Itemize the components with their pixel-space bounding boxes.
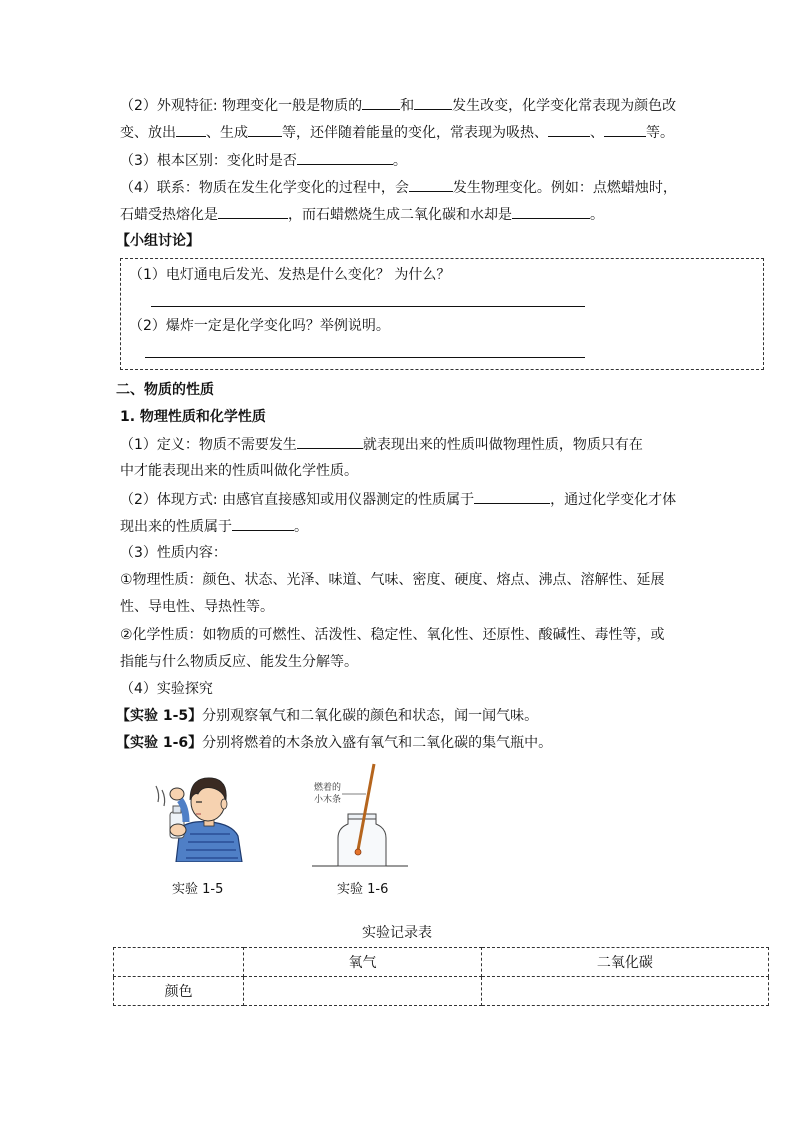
definition-line-2: 中才能表现出来的性质叫做化学性质。: [120, 463, 358, 479]
appearance-line-1: （2）外观特征: 物理变化一般是物质的 和 发生改变，化学变化常表现为颜色改: [120, 95, 676, 116]
physical-property-line-2: 性、导电性、导热性等。: [120, 599, 274, 615]
discussion-heading: 【小组讨论】: [116, 233, 200, 249]
blank-2[interactable]: [414, 95, 452, 110]
figure-caption-1-6: 实验 1-6: [337, 882, 389, 897]
form-line-2: 现出来的性质属于 。: [120, 516, 308, 537]
chemical-property-line-1: ②化学性质：如物质的可燃性、活泼性、稳定性、氧化性、还原性、酸碱性、毒性等，或: [120, 627, 665, 643]
header-oxygen: 氧气: [244, 948, 482, 977]
blank-3[interactable]: [176, 122, 206, 137]
boy-smelling-illustration: [150, 768, 246, 862]
cell-co2-color[interactable]: [481, 977, 768, 1006]
form-line-1: （2）体现方式: 由感官直接感知或用仪器测定的性质属于 ，通过化学变化才体: [120, 489, 676, 510]
figure-caption-1-5: 实验 1-5: [172, 882, 224, 897]
answer-line-2[interactable]: [145, 357, 585, 358]
table-row: [114, 977, 769, 1006]
fundamental-difference-line: （3）根本区别：变化时是否 。: [120, 150, 407, 171]
table-header-row: [114, 948, 769, 977]
blank-13[interactable]: [232, 516, 294, 531]
label-burning-line-1: 燃着的: [314, 783, 342, 793]
blank-1[interactable]: [362, 95, 400, 110]
blank-7[interactable]: [297, 150, 393, 165]
experiment-1-6: 【实验 1-6】分别将燃着的木条放入盛有氧气和二氧化碳的集气瓶中。: [116, 735, 553, 751]
blank-11[interactable]: [297, 434, 363, 449]
header-empty: [114, 948, 244, 977]
blank-5[interactable]: [548, 122, 590, 137]
connection-line-2: 石蜡受热熔化是 ，而石蜡燃烧生成二氧化碳和水却是 。: [120, 204, 604, 225]
record-table-title: 实验记录表: [362, 925, 432, 941]
header-carbon-dioxide: 二氧化碳: [481, 948, 768, 977]
section-heading-properties: 二、物质的性质: [116, 382, 214, 398]
cell-oxygen-color[interactable]: [244, 977, 482, 1006]
blank-12[interactable]: [474, 489, 550, 504]
content-heading: （3）性质内容：: [120, 545, 227, 561]
experiment-1-5: 【实验 1-5】分别观察氧气和二氧化碳的颜色和状态，闻一闻气味。: [116, 708, 539, 724]
burning-stick-jar-illustration: [308, 760, 412, 870]
blank-10[interactable]: [512, 204, 590, 219]
connection-line-1: （4）联系：物质在发生化学变化的过程中，会 发生物理变化。例如：点燃蜡烛时，: [120, 177, 677, 198]
blank-4[interactable]: [248, 122, 282, 137]
row-label-color: 颜色: [114, 977, 244, 1006]
blank-6[interactable]: [604, 122, 646, 137]
label-burning-line-2: 小木条: [314, 795, 342, 805]
appearance-line-2: 变、放出 、生成 等，还伴随着能量的变化，常表现为吸热、 、 等。: [120, 122, 674, 143]
definition-line-1: （1）定义：物质不需要发生 就表现出来的性质叫做物理性质，物质只有在: [120, 434, 643, 455]
blank-8[interactable]: [409, 177, 453, 192]
subheading-physical-chemical: 1. 物理性质和化学性质: [120, 409, 266, 425]
discussion-question-1: （1）电灯通电后发光、发热是什么变化？ 为什么？: [129, 267, 451, 283]
discussion-box: [120, 258, 764, 370]
discussion-question-2: （2）爆炸一定是化学变化吗？举例说明。: [129, 318, 390, 334]
experiment-heading: （4）实验探究: [120, 681, 213, 697]
record-table: [113, 947, 769, 1006]
answer-line-1[interactable]: [151, 306, 585, 307]
chemical-property-line-2: 指能与什么物质反应、能发生分解等。: [120, 654, 358, 670]
physical-property-line-1: ①物理性质：颜色、状态、光泽、味道、气味、密度、硬度、熔点、沸点、溶解性、延展: [120, 572, 665, 588]
blank-9[interactable]: [218, 204, 288, 219]
